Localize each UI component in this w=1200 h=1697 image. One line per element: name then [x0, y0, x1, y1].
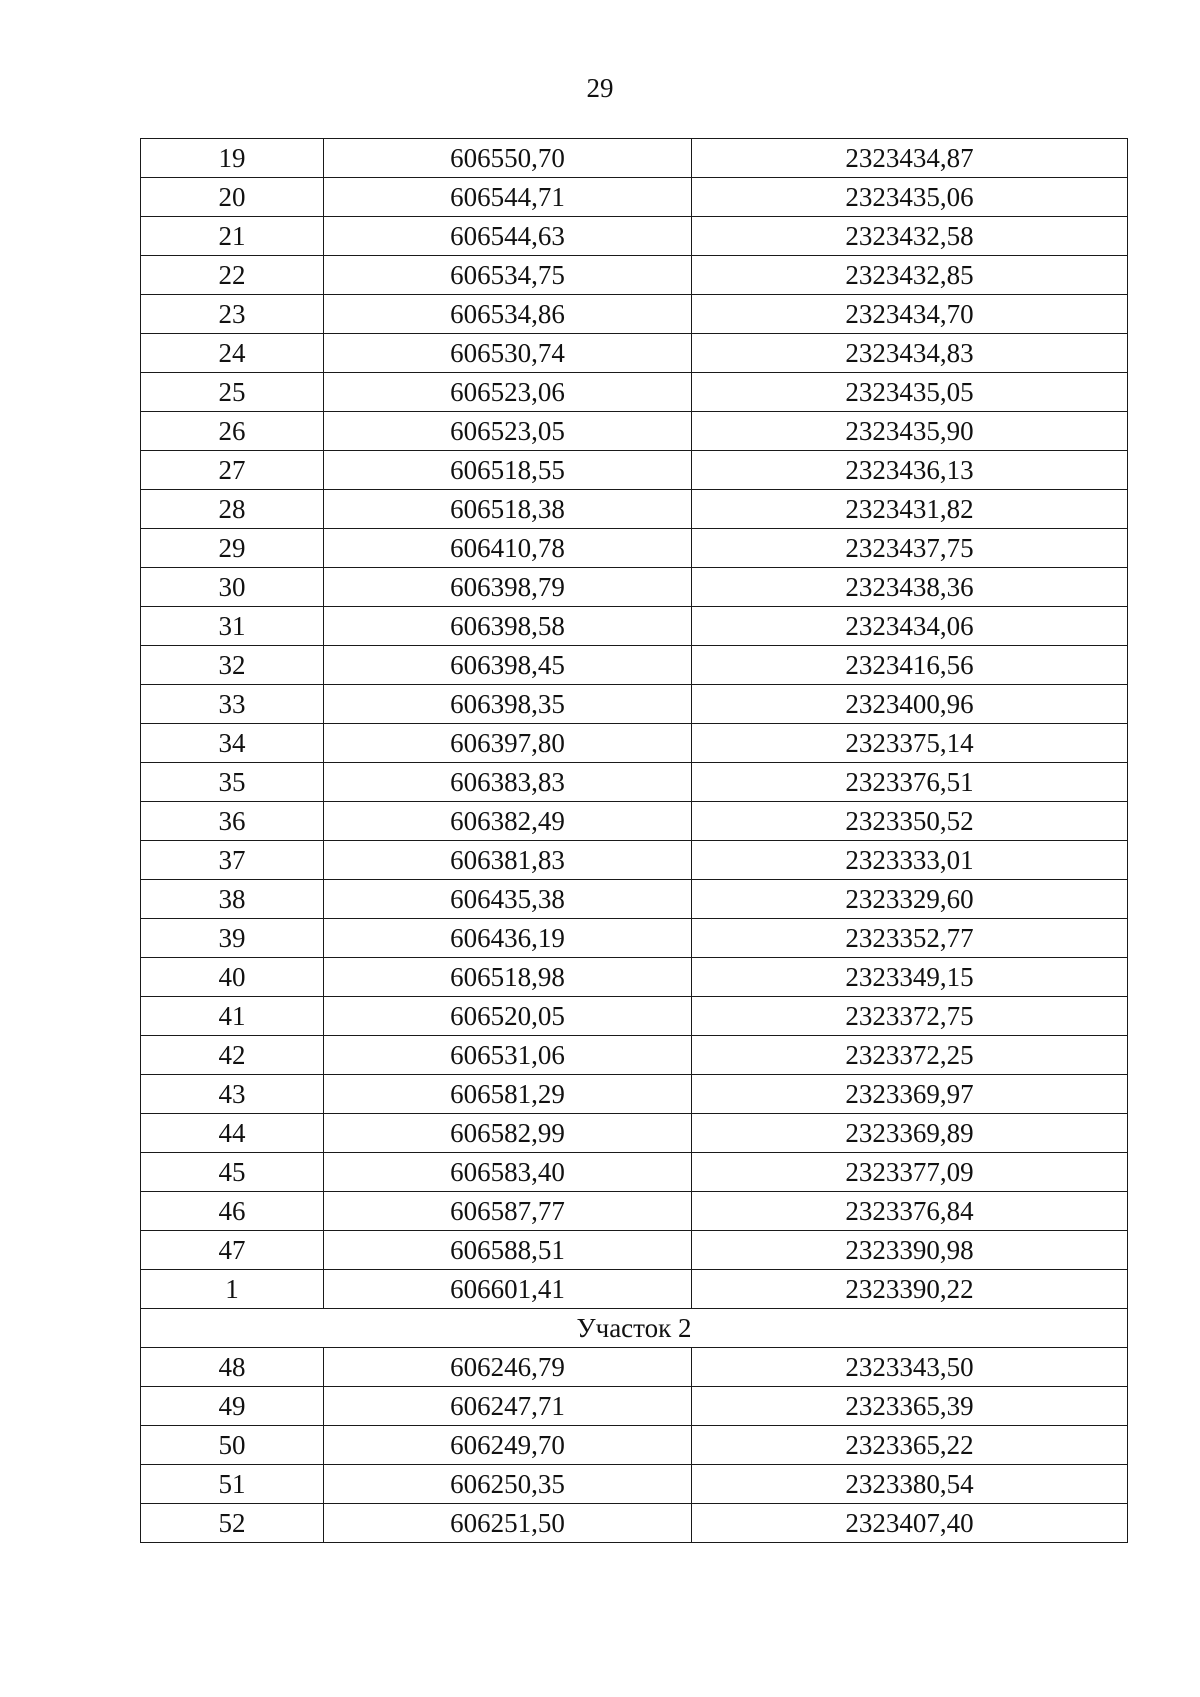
table-row: [141, 490, 1128, 529]
y-coordinate-cell: 2323369,97: [692, 1075, 1128, 1114]
point-number-cell: 43: [141, 1075, 324, 1114]
x-coordinate-cell: 606398,45: [324, 646, 692, 685]
y-coordinate-cell: 2323434,70: [692, 295, 1128, 334]
point-number-cell: 25: [141, 373, 324, 412]
x-coordinate-cell: 606383,83: [324, 763, 692, 802]
y-coordinate-cell: 2323369,89: [692, 1114, 1128, 1153]
section-row: [141, 1309, 1128, 1348]
x-coordinate-cell: 606530,74: [324, 334, 692, 373]
y-coordinate-cell: 2323375,14: [692, 724, 1128, 763]
table-row: [141, 1231, 1128, 1270]
point-number-cell: 1: [141, 1270, 324, 1309]
table-row: [141, 802, 1128, 841]
table-row: [141, 1075, 1128, 1114]
point-number-cell: 31: [141, 607, 324, 646]
x-coordinate-cell: 606382,49: [324, 802, 692, 841]
y-coordinate-cell: 2323434,83: [692, 334, 1128, 373]
x-coordinate-cell: 606588,51: [324, 1231, 692, 1270]
point-number-cell: 45: [141, 1153, 324, 1192]
point-number-cell: 22: [141, 256, 324, 295]
y-coordinate-cell: 2323349,15: [692, 958, 1128, 997]
table-row: [141, 373, 1128, 412]
y-coordinate-cell: 2323416,56: [692, 646, 1128, 685]
y-coordinate-cell: 2323352,77: [692, 919, 1128, 958]
x-coordinate-cell: 606520,05: [324, 997, 692, 1036]
x-coordinate-cell: 606398,58: [324, 607, 692, 646]
y-coordinate-cell: 2323400,96: [692, 685, 1128, 724]
y-coordinate-cell: 2323435,90: [692, 412, 1128, 451]
x-coordinate-cell: 606397,80: [324, 724, 692, 763]
table-row: [141, 1348, 1128, 1387]
table-row: [141, 841, 1128, 880]
table-row: [141, 529, 1128, 568]
y-coordinate-cell: 2323434,06: [692, 607, 1128, 646]
table-row: [141, 1114, 1128, 1153]
x-coordinate-cell: 606583,40: [324, 1153, 692, 1192]
x-coordinate-cell: 606534,86: [324, 295, 692, 334]
point-number-cell: 36: [141, 802, 324, 841]
table-row: [141, 685, 1128, 724]
point-number-cell: 29: [141, 529, 324, 568]
x-coordinate-cell: 606410,78: [324, 529, 692, 568]
table-row: [141, 295, 1128, 334]
table-row: [141, 607, 1128, 646]
point-number-cell: 50: [141, 1426, 324, 1465]
y-coordinate-cell: 2323437,75: [692, 529, 1128, 568]
section-title: Участок 2: [141, 1309, 1128, 1348]
x-coordinate-cell: 606582,99: [324, 1114, 692, 1153]
y-coordinate-cell: 2323350,52: [692, 802, 1128, 841]
table-row: [141, 217, 1128, 256]
point-number-cell: 19: [141, 139, 324, 178]
x-coordinate-cell: 606398,35: [324, 685, 692, 724]
y-coordinate-cell: 2323376,84: [692, 1192, 1128, 1231]
table-row: [141, 1270, 1128, 1309]
x-coordinate-cell: 606246,79: [324, 1348, 692, 1387]
point-number-cell: 34: [141, 724, 324, 763]
x-coordinate-cell: 606398,79: [324, 568, 692, 607]
x-coordinate-cell: 606544,63: [324, 217, 692, 256]
point-number-cell: 37: [141, 841, 324, 880]
point-number-cell: 40: [141, 958, 324, 997]
table-row: [141, 256, 1128, 295]
x-coordinate-cell: 606249,70: [324, 1426, 692, 1465]
point-number-cell: 48: [141, 1348, 324, 1387]
x-coordinate-cell: 606587,77: [324, 1192, 692, 1231]
point-number-cell: 23: [141, 295, 324, 334]
point-number-cell: 42: [141, 1036, 324, 1075]
table-row: [141, 1504, 1128, 1543]
x-coordinate-cell: 606381,83: [324, 841, 692, 880]
x-coordinate-cell: 606534,75: [324, 256, 692, 295]
point-number-cell: 46: [141, 1192, 324, 1231]
y-coordinate-cell: 2323431,82: [692, 490, 1128, 529]
y-coordinate-cell: 2323365,22: [692, 1426, 1128, 1465]
x-coordinate-cell: 606435,38: [324, 880, 692, 919]
y-coordinate-cell: 2323435,05: [692, 373, 1128, 412]
point-number-cell: 52: [141, 1504, 324, 1543]
table-row: [141, 139, 1128, 178]
point-number-cell: 38: [141, 880, 324, 919]
table-row: [141, 919, 1128, 958]
y-coordinate-cell: 2323436,13: [692, 451, 1128, 490]
x-coordinate-cell: 606518,98: [324, 958, 692, 997]
coordinates-table-body: [141, 139, 1128, 1543]
point-number-cell: 44: [141, 1114, 324, 1153]
table-row: [141, 646, 1128, 685]
table-row: [141, 1192, 1128, 1231]
x-coordinate-cell: 606544,71: [324, 178, 692, 217]
point-number-cell: 26: [141, 412, 324, 451]
point-number-cell: 21: [141, 217, 324, 256]
point-number-cell: 39: [141, 919, 324, 958]
point-number-cell: 24: [141, 334, 324, 373]
table-row: [141, 880, 1128, 919]
y-coordinate-cell: 2323390,98: [692, 1231, 1128, 1270]
table-row: [141, 1387, 1128, 1426]
y-coordinate-cell: 2323407,40: [692, 1504, 1128, 1543]
table-row: [141, 724, 1128, 763]
x-coordinate-cell: 606531,06: [324, 1036, 692, 1075]
y-coordinate-cell: 2323432,58: [692, 217, 1128, 256]
point-number-cell: 51: [141, 1465, 324, 1504]
x-coordinate-cell: 606523,05: [324, 412, 692, 451]
y-coordinate-cell: 2323329,60: [692, 880, 1128, 919]
y-coordinate-cell: 2323432,85: [692, 256, 1128, 295]
y-coordinate-cell: 2323390,22: [692, 1270, 1128, 1309]
point-number-cell: 49: [141, 1387, 324, 1426]
table-row: [141, 568, 1128, 607]
x-coordinate-cell: 606518,38: [324, 490, 692, 529]
table-row: [141, 958, 1128, 997]
x-coordinate-cell: 606250,35: [324, 1465, 692, 1504]
y-coordinate-cell: 2323372,25: [692, 1036, 1128, 1075]
point-number-cell: 20: [141, 178, 324, 217]
y-coordinate-cell: 2323333,01: [692, 841, 1128, 880]
y-coordinate-cell: 2323343,50: [692, 1348, 1128, 1387]
x-coordinate-cell: 606550,70: [324, 139, 692, 178]
table-row: [141, 334, 1128, 373]
point-number-cell: 27: [141, 451, 324, 490]
y-coordinate-cell: 2323376,51: [692, 763, 1128, 802]
table-row: [141, 1465, 1128, 1504]
point-number-cell: 33: [141, 685, 324, 724]
y-coordinate-cell: 2323372,75: [692, 997, 1128, 1036]
table-row: [141, 178, 1128, 217]
x-coordinate-cell: 606601,41: [324, 1270, 692, 1309]
x-coordinate-cell: 606436,19: [324, 919, 692, 958]
point-number-cell: 32: [141, 646, 324, 685]
table-row: [141, 1153, 1128, 1192]
x-coordinate-cell: 606523,06: [324, 373, 692, 412]
y-coordinate-cell: 2323380,54: [692, 1465, 1128, 1504]
point-number-cell: 28: [141, 490, 324, 529]
table-row: [141, 997, 1128, 1036]
point-number-cell: 41: [141, 997, 324, 1036]
point-number-cell: 30: [141, 568, 324, 607]
x-coordinate-cell: 606251,50: [324, 1504, 692, 1543]
x-coordinate-cell: 606581,29: [324, 1075, 692, 1114]
point-number-cell: 47: [141, 1231, 324, 1270]
x-coordinate-cell: 606247,71: [324, 1387, 692, 1426]
y-coordinate-cell: 2323438,36: [692, 568, 1128, 607]
y-coordinate-cell: 2323434,87: [692, 139, 1128, 178]
y-coordinate-cell: 2323377,09: [692, 1153, 1128, 1192]
table-row: [141, 763, 1128, 802]
table-row: [141, 412, 1128, 451]
table-row: [141, 451, 1128, 490]
table-row: [141, 1426, 1128, 1465]
y-coordinate-cell: 2323365,39: [692, 1387, 1128, 1426]
y-coordinate-cell: 2323435,06: [692, 178, 1128, 217]
point-number-cell: 35: [141, 763, 324, 802]
x-coordinate-cell: 606518,55: [324, 451, 692, 490]
page-number: 29: [586, 73, 614, 103]
table-row: [141, 1036, 1128, 1075]
coordinates-table: [140, 138, 1128, 1543]
